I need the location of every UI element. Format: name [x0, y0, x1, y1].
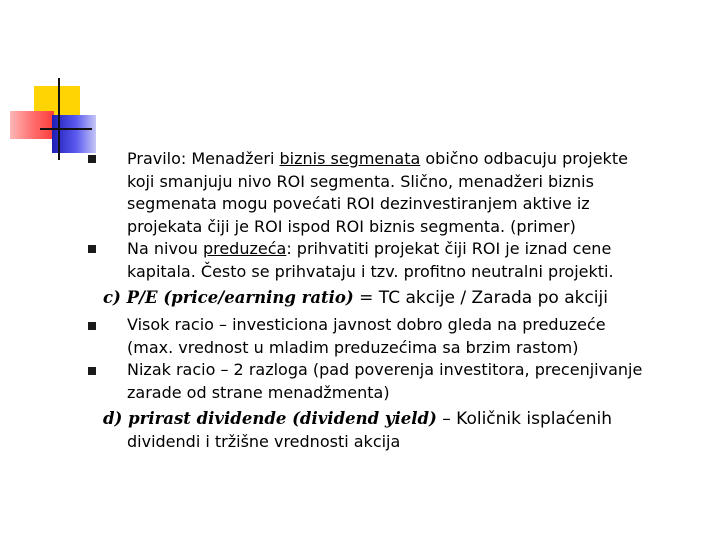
heading-d: d) prirast dividende (dividend yield) – Količnik isplaćenih — [103, 409, 612, 429]
bullet-2-line-2: kapitala. Često se prihvataju i tzv. profitno neutralni projekti. — [127, 261, 614, 281]
underlined-term: biznis segmenata — [279, 149, 421, 168]
heading-c: c) P/E (price/earning ratio) = TC akcije / Zarada po akciji — [103, 288, 608, 308]
underlined-term: preduzeća — [202, 239, 287, 258]
bullet-square-icon — [88, 367, 96, 375]
bullet-1-line-4: projekata čiji je ROI ispod ROI biznis segmenta. (primer) — [127, 216, 576, 236]
bullet-square-icon — [88, 155, 96, 163]
bullet-square-icon — [88, 245, 96, 253]
bullet-c1-line-2: (max. vrednost u mladim preduzećima sa brzim rastom) — [127, 337, 579, 357]
heading-d-continuation: dividendi i tržišne vrednosti akcija — [127, 432, 401, 451]
bullet-1-line-2: koji smanjuju nivo ROI segmenta. Slično, menadžeri biznis — [127, 171, 594, 191]
bullet-c2-line-2: zarade od strane menadžmenta) — [127, 382, 390, 402]
bullet-square-icon — [88, 322, 96, 330]
bullet-1-line-1: Pravilo: Menadžeri biznis segmenata obično odbacuju projekte — [127, 149, 628, 168]
bullet-c2-line-1: Nizak racio – 2 razloga (pad poverenja investitora, precenjivanje — [127, 360, 643, 379]
bullet-c1-line-1: Visok racio – investiciona javnost dobro gleda na preduzeće — [127, 315, 606, 334]
bullet-2-line-1: Na nivou preduzeća: prihvatiti projekat čiji ROI je iznad cene — [127, 239, 612, 258]
bullet-1-line-3: segmenata mogu povećati ROI dezinvestiranjem aktive iz — [127, 194, 590, 213]
